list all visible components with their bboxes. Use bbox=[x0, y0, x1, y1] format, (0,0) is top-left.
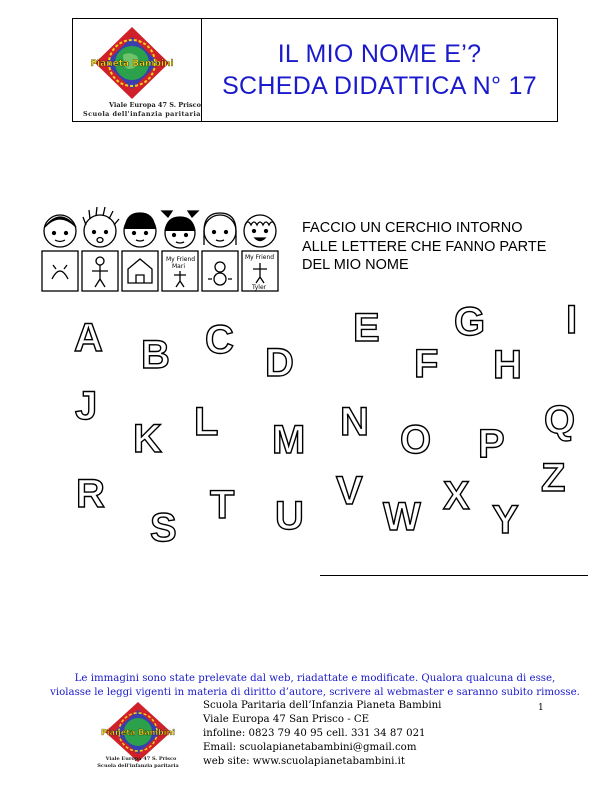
instruction-line: FACCIO UN CERCHIO INTORNO bbox=[302, 220, 523, 236]
disclaimer-line: violasse le leggi vigenti in materia di diritto d’autore, scrivere al webmaster e saranno subito rimosse. bbox=[50, 687, 580, 698]
letter-f[interactable]: F bbox=[414, 342, 439, 386]
footer-address: Viale Europa 47 San Prisco - CE bbox=[203, 714, 370, 725]
instructions bbox=[302, 219, 546, 275]
instruction-line: DEL MIO NOME bbox=[302, 257, 409, 273]
letter-u[interactable]: U bbox=[275, 494, 304, 538]
letter-a[interactable]: A bbox=[74, 316, 103, 360]
letter-d[interactable]: D bbox=[265, 341, 294, 385]
school-logo bbox=[87, 23, 177, 103]
letter-n[interactable]: N bbox=[340, 400, 369, 444]
footer-email[interactable]: Email: scuolapianetabambini@gmail.com bbox=[203, 742, 417, 753]
page-title: IL MIO NOME E’? bbox=[277, 40, 482, 68]
logo-tagline: Scuola dell'infanzia paritaria bbox=[83, 110, 201, 118]
footer-logo-address: Viale Europa 47 S. Prisco bbox=[105, 756, 177, 762]
instruction-line: ALLE LETTERE CHE FANNO PARTE bbox=[302, 238, 547, 255]
logo-address: Viale Europa 47 S. Prisco bbox=[109, 101, 201, 109]
letter-e[interactable]: E bbox=[353, 306, 380, 350]
letter-q[interactable]: Q bbox=[544, 398, 576, 442]
letter-h[interactable]: H bbox=[493, 343, 522, 387]
card-label-tyler: My Friend bbox=[245, 254, 275, 261]
footer-contact-info bbox=[203, 699, 441, 769]
letter-w[interactable]: W bbox=[383, 495, 421, 539]
worksheet-number: SCHEDA DIDATTICA N° 17 bbox=[222, 72, 537, 100]
letter-y[interactable]: Y bbox=[492, 498, 519, 542]
title-cell bbox=[202, 19, 557, 121]
footer-logo-brand: Pianeta Bambini bbox=[101, 728, 175, 737]
letter-p[interactable]: P bbox=[478, 422, 505, 466]
letter-k[interactable]: K bbox=[133, 417, 162, 461]
letter-g[interactable]: G bbox=[454, 300, 486, 344]
letter-c[interactable]: C bbox=[205, 318, 234, 362]
letter-s[interactable]: S bbox=[150, 506, 177, 550]
letter-b[interactable]: B bbox=[141, 333, 170, 377]
footer-website[interactable]: web site: www.scuolapianetabambini.it bbox=[203, 756, 405, 767]
svg-text:Mari: Mari bbox=[172, 263, 185, 270]
svg-text:Tyler: Tyler bbox=[252, 284, 267, 291]
letter-l[interactable]: L bbox=[194, 400, 219, 444]
disclaimer-line: Le immagini sono state prelevate dal web, riadattate e modificate. Qualora qualcuna di esse, bbox=[74, 673, 556, 684]
page-number: 1 bbox=[538, 703, 544, 713]
card-label-mari: My Friend bbox=[166, 256, 196, 263]
footer-school-name: Scuola Paritaria dell’Infanzia Pianeta Bambini bbox=[203, 700, 442, 711]
name-writing-line[interactable] bbox=[320, 575, 588, 576]
header-box bbox=[72, 18, 558, 122]
footer-logo-tagline: Scuola dell'infanzia paritaria bbox=[97, 763, 179, 768]
letter-x[interactable]: X bbox=[443, 474, 470, 518]
letter-j[interactable]: J bbox=[75, 384, 98, 428]
letter-v[interactable]: V bbox=[336, 469, 363, 513]
letter-z[interactable]: Z bbox=[541, 456, 566, 500]
logo-brand: Pianeta Bambini bbox=[90, 59, 174, 69]
letter-m[interactable]: M bbox=[272, 418, 306, 462]
footer-school-logo bbox=[85, 700, 191, 768]
logo-cell bbox=[73, 19, 202, 121]
letter-r[interactable]: R bbox=[76, 472, 105, 516]
letter-t[interactable]: T bbox=[210, 483, 235, 527]
footer-phone: infoline: 0823 79 40 95 cell. 331 34 87 021 bbox=[203, 728, 426, 739]
letter-i[interactable]: I bbox=[566, 298, 578, 342]
letter-o[interactable]: O bbox=[400, 418, 432, 462]
children-illustration bbox=[40, 205, 290, 300]
copyright-disclaimer bbox=[30, 672, 600, 700]
